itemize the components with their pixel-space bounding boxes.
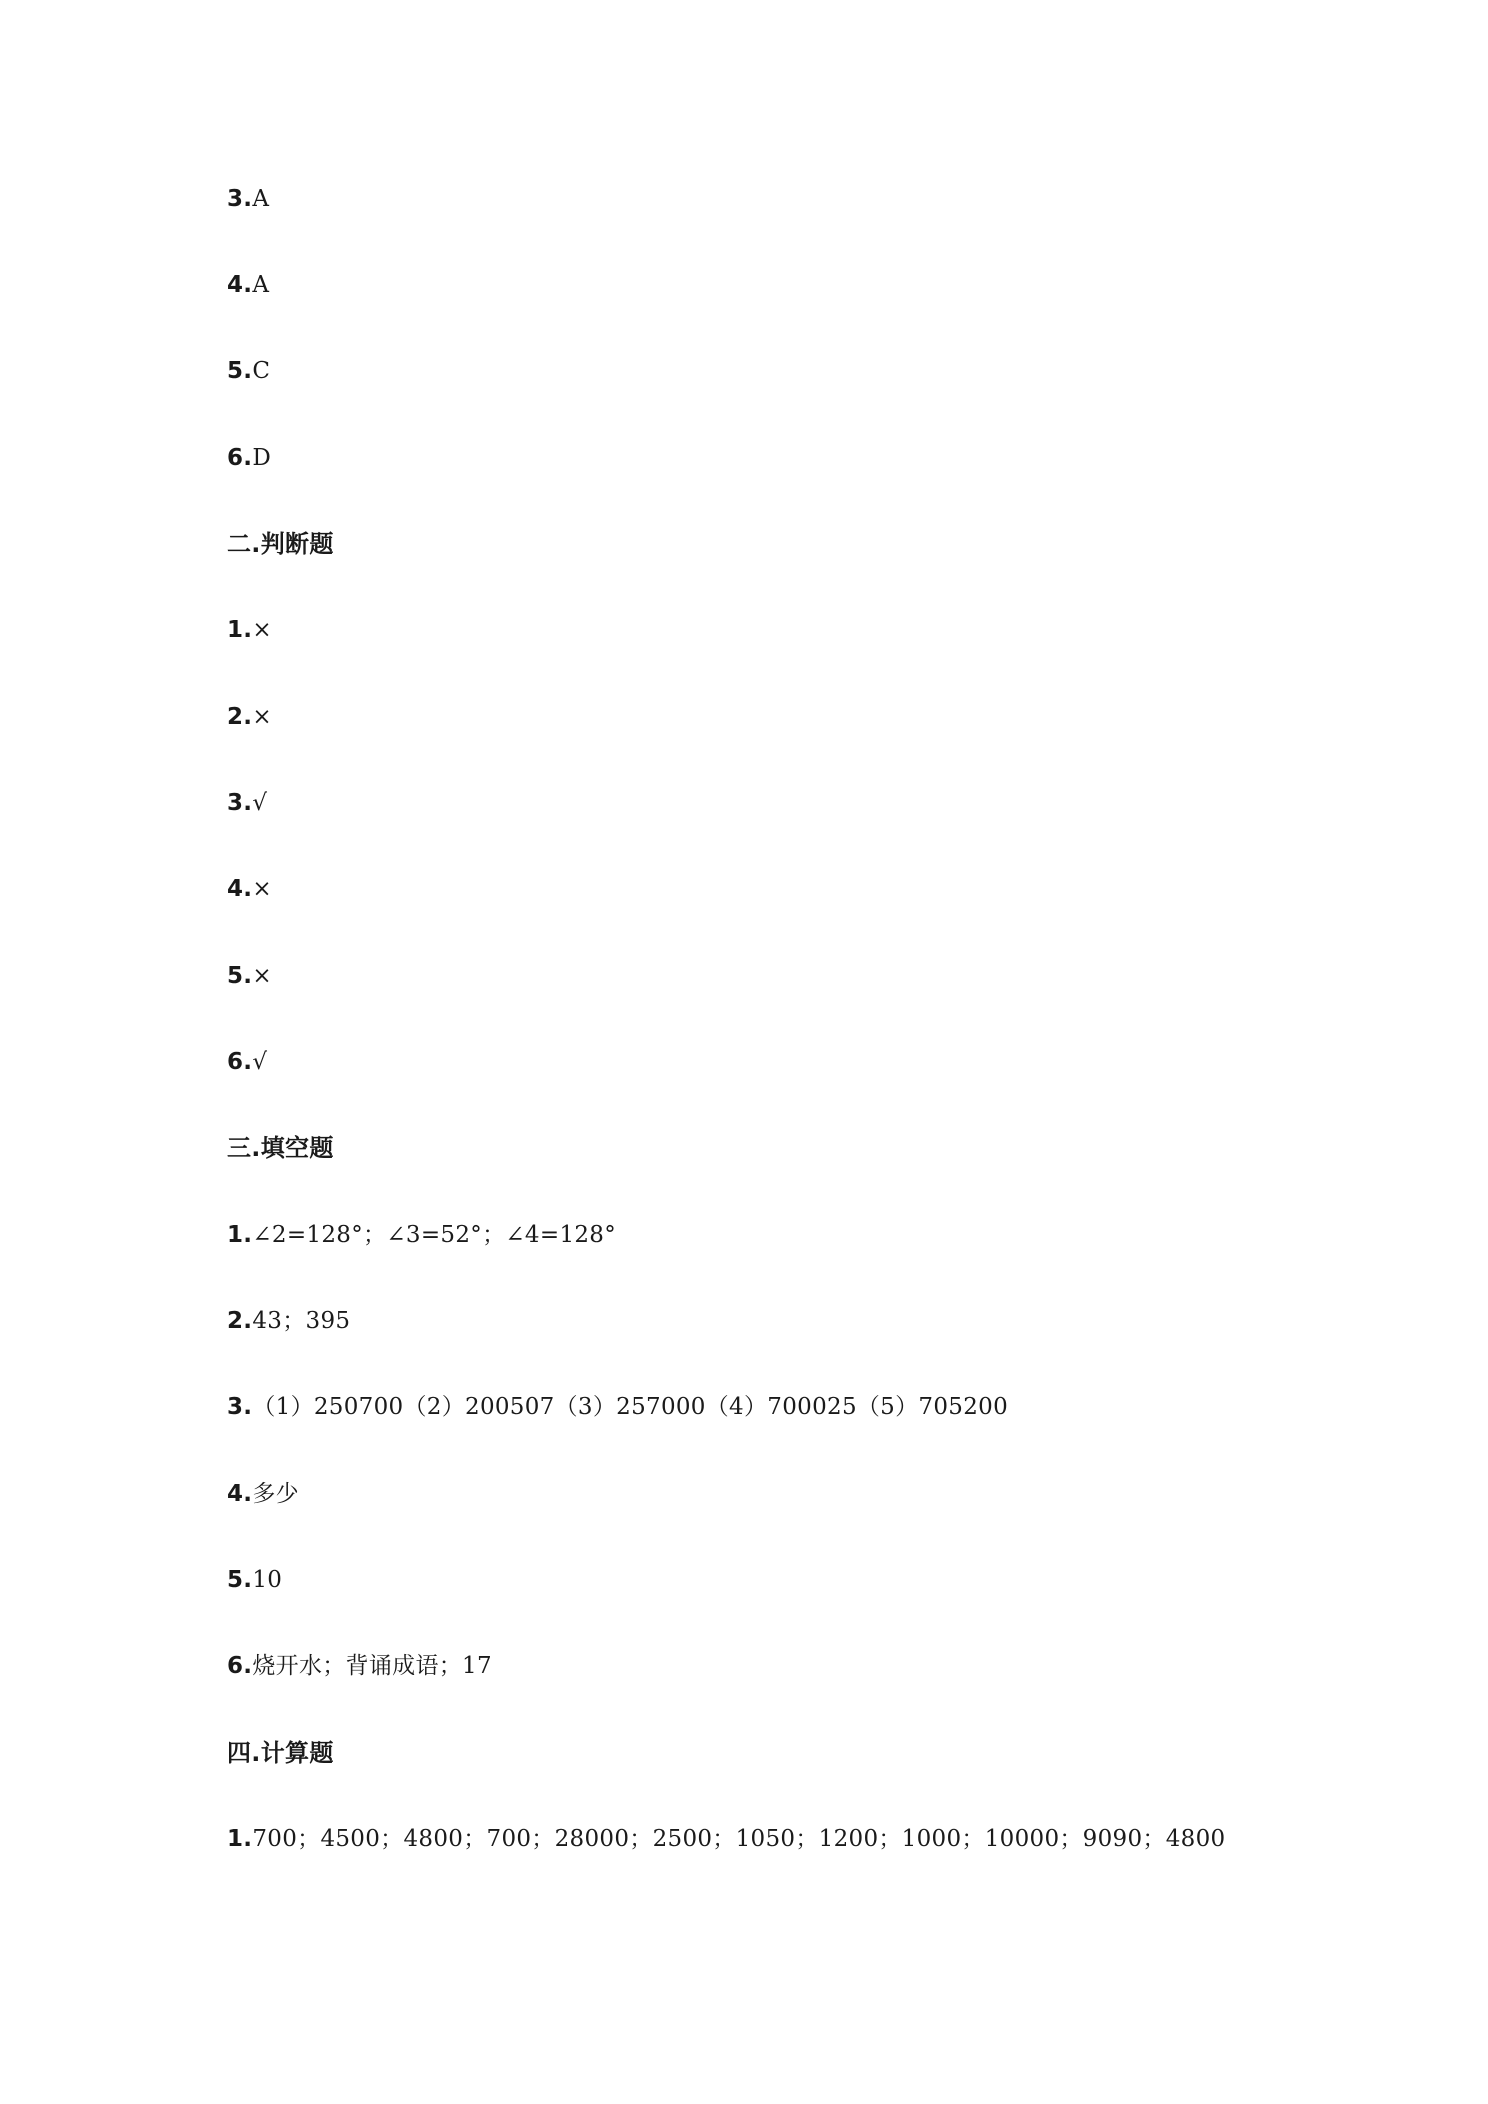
answer-line-fill-6 xyxy=(227,1648,492,1684)
item-answer: 43；395 xyxy=(252,1308,351,1334)
item-number: 6. xyxy=(227,1653,253,1679)
answer-line-choice-6 xyxy=(227,440,271,476)
answer-line-judgment-1 xyxy=(227,612,272,648)
item-answer: C xyxy=(252,358,271,384)
answer-line-fill-2 xyxy=(227,1303,350,1339)
item-answer: 700；4500；4800；700；28000；2500；1050；1200；1000；10000；9090；4800 xyxy=(252,1826,1226,1852)
item-number: 1. xyxy=(227,617,253,643)
item-answer: × xyxy=(252,876,272,902)
item-answer: ∠2=128°；∠3=52°；∠4=128° xyxy=(252,1222,617,1248)
answer-line-calc-1 xyxy=(227,1821,1225,1857)
item-answer: 10 xyxy=(252,1567,283,1593)
item-answer: D xyxy=(252,445,272,471)
item-answer: × xyxy=(252,617,272,643)
section-heading-calculation: 四.计算题 xyxy=(227,1739,334,1767)
item-answer: A xyxy=(252,272,270,298)
item-answer: 多少 xyxy=(252,1481,299,1507)
item-number: 3. xyxy=(227,186,253,212)
item-answer: A xyxy=(252,186,270,212)
item-answer: √ xyxy=(252,1049,268,1075)
answer-line-fill-5 xyxy=(227,1562,282,1598)
item-number: 1. xyxy=(227,1826,253,1852)
item-number: 4. xyxy=(227,272,253,298)
answer-line-choice-4 xyxy=(227,267,269,303)
answer-line-judgment-4 xyxy=(227,871,272,907)
item-number: 5. xyxy=(227,963,253,989)
item-number: 4. xyxy=(227,876,253,902)
item-number: 5. xyxy=(227,1567,253,1593)
item-answer: 烧开水；背诵成语；17 xyxy=(252,1653,492,1679)
answer-line-fill-3 xyxy=(227,1389,1008,1425)
item-answer: （1）250700（2）200507（3）257000（4）700025（5）705200 xyxy=(252,1394,1009,1420)
section-heading-fill-blank: 三.填空题 xyxy=(227,1134,334,1162)
item-number: 2. xyxy=(227,704,253,730)
item-number: 6. xyxy=(227,445,253,471)
item-answer: × xyxy=(252,704,272,730)
item-number: 2. xyxy=(227,1308,253,1334)
item-answer: × xyxy=(252,963,272,989)
item-number: 1. xyxy=(227,1222,253,1248)
item-number: 3. xyxy=(227,1394,253,1420)
answer-line-judgment-6 xyxy=(227,1044,267,1080)
item-number: 4. xyxy=(227,1481,253,1507)
answer-line-choice-3 xyxy=(227,181,269,217)
answer-line-judgment-5 xyxy=(227,958,272,994)
item-number: 5. xyxy=(227,358,253,384)
item-number: 3. xyxy=(227,790,253,816)
answer-line-judgment-3 xyxy=(227,785,267,821)
answer-line-fill-4 xyxy=(227,1476,299,1512)
item-answer: √ xyxy=(252,790,268,816)
section-heading-judgment: 二.判断题 xyxy=(227,530,334,558)
answer-line-fill-1 xyxy=(227,1217,616,1253)
item-number: 6. xyxy=(227,1049,253,1075)
answer-line-choice-5 xyxy=(227,353,270,389)
answer-line-judgment-2 xyxy=(227,699,272,735)
